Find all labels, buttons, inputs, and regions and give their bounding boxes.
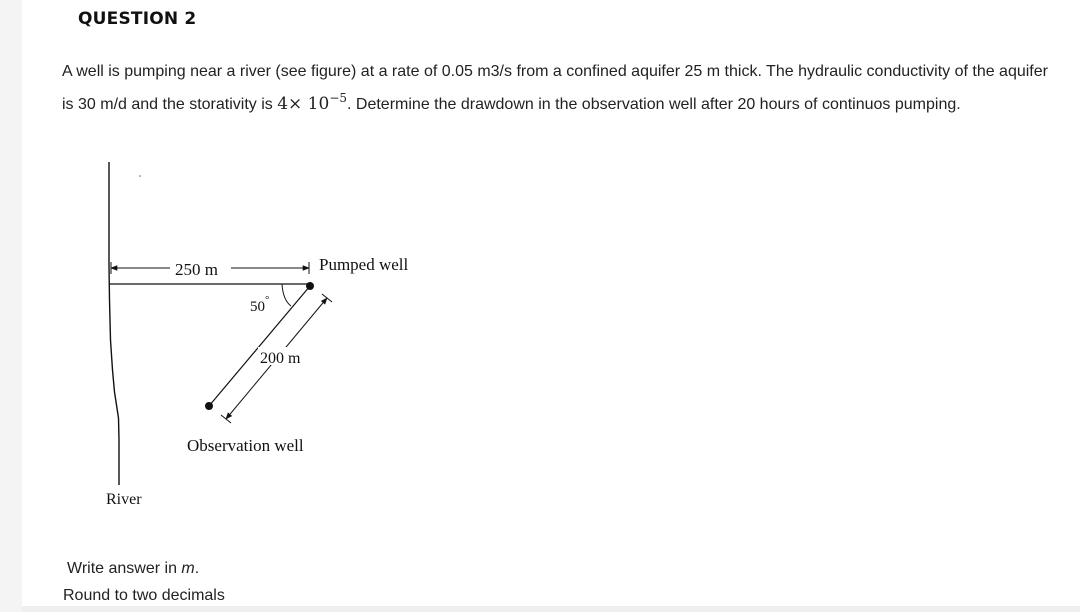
- distance-label: 250 m: [175, 260, 218, 279]
- angle-value: 50: [250, 299, 265, 315]
- observation-well-label: Observation well: [187, 436, 304, 455]
- angle-arc: [282, 284, 291, 306]
- angle-label: [250, 294, 269, 315]
- river-bank-line: [109, 162, 119, 485]
- question-text-part2: . Determine the drawdown in the observation well after 20 hours of continuos pumping.: [347, 96, 961, 113]
- answer-unit: m: [181, 560, 195, 577]
- angle-degree: °: [265, 294, 270, 306]
- question-text-part1: A well is pumping near a river (see figure) at a rate of 0.05 m3/s from a confined aquifer 25 m thick. The hydraulic conductivity of the aquifer is 30 m/d and the storativity is: [62, 63, 1048, 113]
- answer-unit-suffix: .: [194, 560, 200, 577]
- spacing-label: 200 m: [260, 350, 301, 367]
- answer-unit-instruction: [67, 560, 199, 578]
- pumped-well-label: Pumped well: [319, 255, 409, 274]
- observation-well-marker: [205, 402, 213, 410]
- answer-unit-prefix: Write answer in: [67, 560, 182, 577]
- river-label: River: [106, 491, 142, 508]
- storativity-base: 4× 10: [277, 94, 330, 114]
- figure-speck: [139, 175, 141, 177]
- spacing-tick-top: [322, 294, 332, 302]
- question-title: QUESTION 2: [78, 9, 197, 29]
- answer-rounding-instruction: Round to two decimals: [63, 587, 225, 604]
- storativity-exponent: −5: [329, 91, 348, 105]
- spacing-tick-bottom: [221, 415, 231, 423]
